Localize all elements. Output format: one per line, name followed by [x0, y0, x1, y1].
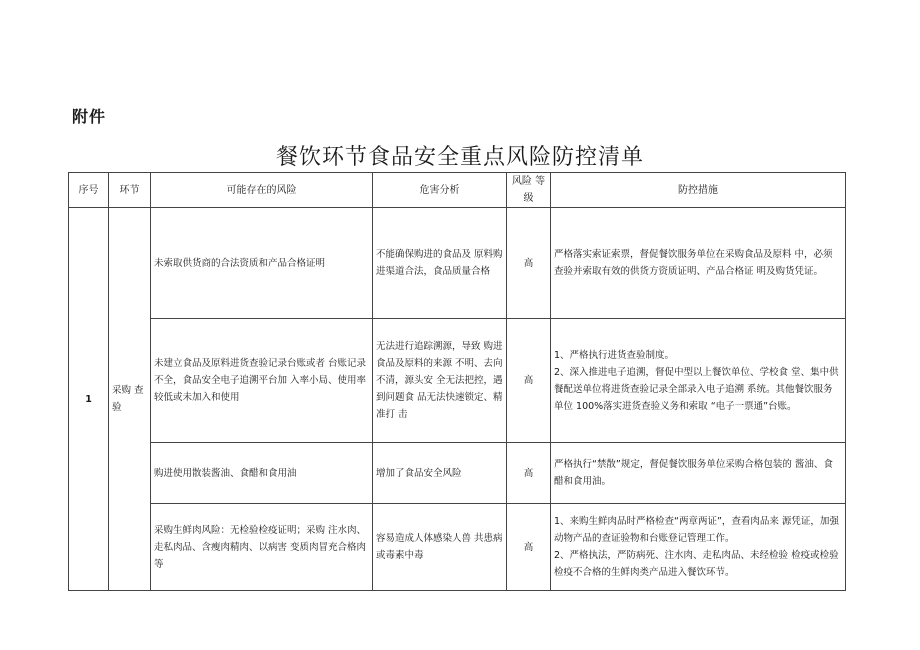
- hazard-cell: 不能确保购进的食品及 原料购进渠道合法，食品质量合格: [373, 208, 507, 319]
- hazard-cell: 增加了食品安全风险: [373, 443, 507, 504]
- risk-cell: 采购生鲜肉风险：无检验检疫证明；采购 注水肉、走私肉品、含瘦肉精肉、以病害 变质肉冒充合格肉等: [151, 504, 373, 591]
- table-row: [69, 504, 846, 591]
- stage-cell: 采购 查验: [109, 208, 151, 591]
- risk-cell: 购进使用散装酱油、食醋和食用油: [151, 443, 373, 504]
- header-measures: 防控措施: [551, 173, 846, 208]
- hazard-cell: 容易造成人体感染人兽 共患病或毒素中毒: [373, 504, 507, 591]
- header-risk: 可能存在的风险: [151, 173, 373, 208]
- measure-line: 2、严格执法，严防病死、注水肉、走私肉品、未经检验 检疫或检验检疫不合格的生鲜肉类产品进入餐饮环节。: [554, 550, 839, 578]
- measure-line: 1、严格执行进货查验制度。: [554, 349, 675, 361]
- risk-control-table: [68, 172, 846, 591]
- seq-cell: 1: [69, 208, 109, 591]
- header-seq: 序号: [69, 173, 109, 208]
- table-row: [69, 319, 846, 443]
- table-row: [69, 443, 846, 504]
- attachment-label: 附件: [72, 107, 107, 126]
- header-level: 风险 等级: [507, 173, 551, 208]
- level-cell: 高: [507, 319, 551, 443]
- risk-cell: 未索取供货商的合法资质和产品合格证明: [151, 208, 373, 319]
- document-title: 餐饮环节食品安全重点风险防控清单: [275, 145, 644, 170]
- level-cell: 高: [507, 504, 551, 591]
- measures-cell: [551, 319, 846, 443]
- hazard-cell: 无法进行追踪溯源，导致 购进食品及原料的来源 不明、去向不清，源头安 全无法把控，遇到问题食 品无法快速锁定、精准打 击: [373, 319, 507, 443]
- table-header-row: [69, 173, 846, 208]
- measure-line: 1、来购生鲜肉品时严格检查“两章两证”，查看肉品来 源凭证，加强动物产品的查证验物和台账登记管理工作。: [554, 516, 839, 544]
- measure-line: 严格执行“禁散”规定，督促餐饮服务单位采购合格包装的 酱油、食醋和食用油。: [554, 459, 833, 487]
- measure-line: 2、深入推进电子追溯，督促中型以上餐饮单位、学校食 堂、集中供餐配送单位将进货查验记录全部录入电子追溯 系统。其他餐饮服务单位 100%落实进货查验义务和索取 “电子一票通”台账。: [554, 366, 839, 412]
- level-cell: 高: [507, 208, 551, 319]
- risk-cell: 未建立食品及原料进货查验记录台账或者 台账记录不全，食品安全电子追溯平台加 入率小局、使用率较低或未加入和使用: [151, 319, 373, 443]
- measures-cell: [551, 443, 846, 504]
- measure-line: 严格落实索证索票，督促餐饮服务单位在采购食品及原料 中，必须查验并索取有效的供货方资质证明、产品合格证 明及购货凭证。: [554, 249, 833, 277]
- table-row: [69, 208, 846, 319]
- header-hazard: 危害分析: [373, 173, 507, 208]
- measures-cell: [551, 208, 846, 319]
- measures-cell: [551, 504, 846, 591]
- level-cell: 高: [507, 443, 551, 504]
- header-stage: 环节: [109, 173, 151, 208]
